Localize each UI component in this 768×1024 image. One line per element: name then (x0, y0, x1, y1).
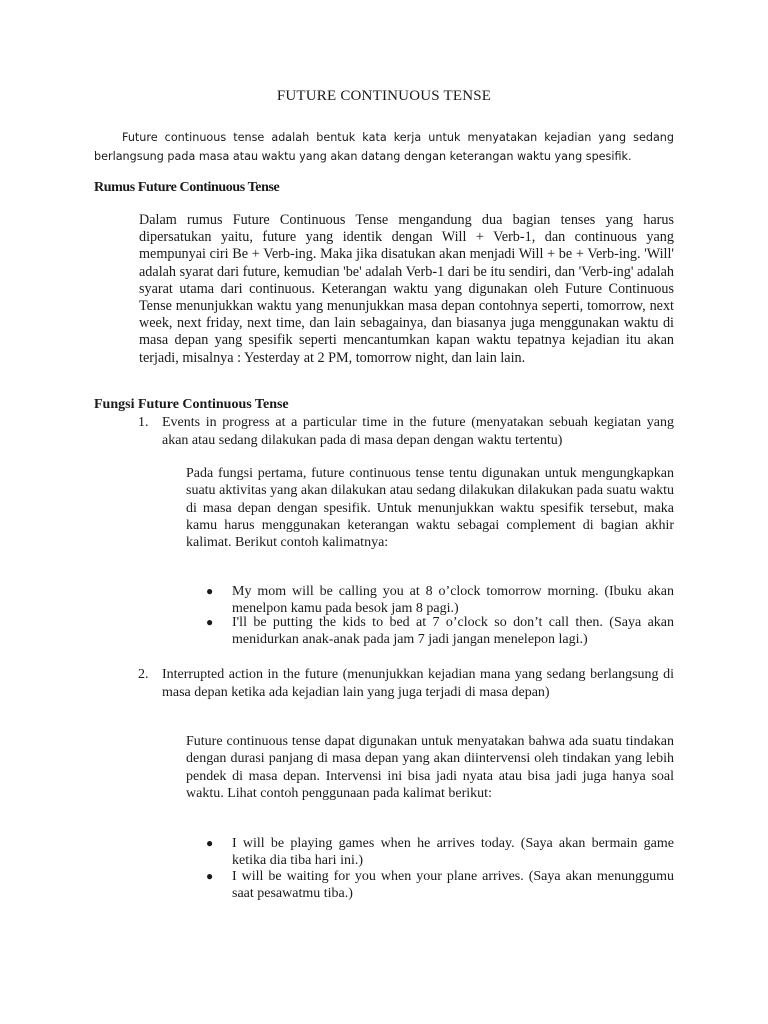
bullet-icon: ● (206, 836, 214, 850)
intro-paragraph: Future continuous tense adalah bentuk kata kerja untuk menyatakan kejadian yang sedang berlangsung pada masa atau waktu yang akan datang dengan keterangan waktu yang spesifik. (94, 131, 674, 163)
example-text: I'll be putting the kids to bed at 7 o’clock so don’t call then. (Saya akan menidurkan anak-anak pada jam 7 jadi jangan menelepon lagi.) (232, 615, 674, 648)
example-text: I will be waiting for you when your plane arrives. (Saya akan menunggumu saat pesawatmu tiba.) (232, 869, 674, 902)
list-item (186, 583, 674, 618)
item-number: 1. (138, 415, 149, 430)
fungsi-1-paragraph: Pada fungsi pertama, future continuous tense tentu digunakan untuk mengungkapkan suatu aktivitas yang akan dilakukan atau sedang dilakukan dilakukan pada suatu waktu di masa depan dengan spesifik. Untuk menunjukkan waktu spesifik tersebut, maka kamu harus menggunakan keterangan waktu sebagai complement di bagian akhir kalimat. Berikut contoh kalimatnya: (186, 466, 674, 551)
item-number: 2. (138, 667, 149, 682)
fungsi-2-paragraph: Future continuous tense dapat digunakan untuk menyatakan bahwa ada suatu tindakan dengan durasi panjang di masa depan yang akan diintervensi oleh tindakan yang lebih pendek di masa depan. Intervensi ini bisa jadi nyata atau bisa jadi juga hanya soal waktu. Lihat contoh penggunaan pada kalimat berikut: (186, 734, 674, 801)
bullet-icon: ● (206, 584, 214, 598)
fungsi-item-2 (138, 666, 674, 701)
item-text: Interrupted action in the future (menunjukkan kejadian mana yang sedang berlangsung di masa depan ketika ada kejadian lain yang juga terjadi di masa depan) (162, 667, 674, 700)
fungsi-heading: Fungsi Future Continuous Tense (94, 397, 289, 412)
bullet-icon: ● (206, 869, 214, 883)
rumus-paragraph: Dalam rumus Future Continuous Tense mengandung dua bagian tenses yang harus dipersatukan yaitu, future yang identik dengan Will + Verb-1, dan continuous yang mempunyai ciri Be + Verb-ing. Maka jika disatukan akan menjadi Will + be + Verb-ing. 'Will' adalah syarat dari future, kemudian 'be' adalah Verb-1 dari be itu sendiri, dan 'Verb-ing' adalah syarat utama dari continuous. Keterangan waktu yang digunakan oleh Future Continuous Tense menunjukkan waktu yang menunjukkan masa depan contohnya seperti, tomorrow, next week, next friday, next time, dan lain sebagainya, dan biasanya juga menggunakan waktu di masa depan yang spesifik seperti mencantumkan kapan waktu tepatnya kejadian itu akan terjadi, misalnya : Yesterday at 2 PM, tomorrow night, dan lain lain. (139, 212, 674, 366)
list-item (186, 868, 674, 903)
example-text: I will be playing games when he arrives today. (Saya akan bermain game ketika dia tiba hari ini.) (232, 836, 674, 869)
item-text: Events in progress at a particular time in the future (menyatakan sebuah kegiatan yang akan atau sedang dilakukan pada di masa depan dengan waktu tertentu) (162, 415, 674, 448)
document-title: FUTURE CONTINUOUS TENSE (276, 88, 492, 104)
example-text: My mom will be calling you at 8 o’clock tomorrow morning. (Ibuku akan menelpon kamu pada besok jam 8 pagi.) (232, 584, 674, 617)
rumus-heading: Rumus Future Continuous Tense (94, 180, 280, 195)
list-item (186, 835, 674, 870)
bullet-icon: ● (206, 615, 214, 629)
list-item (186, 614, 674, 649)
fungsi-item-1 (138, 414, 674, 449)
